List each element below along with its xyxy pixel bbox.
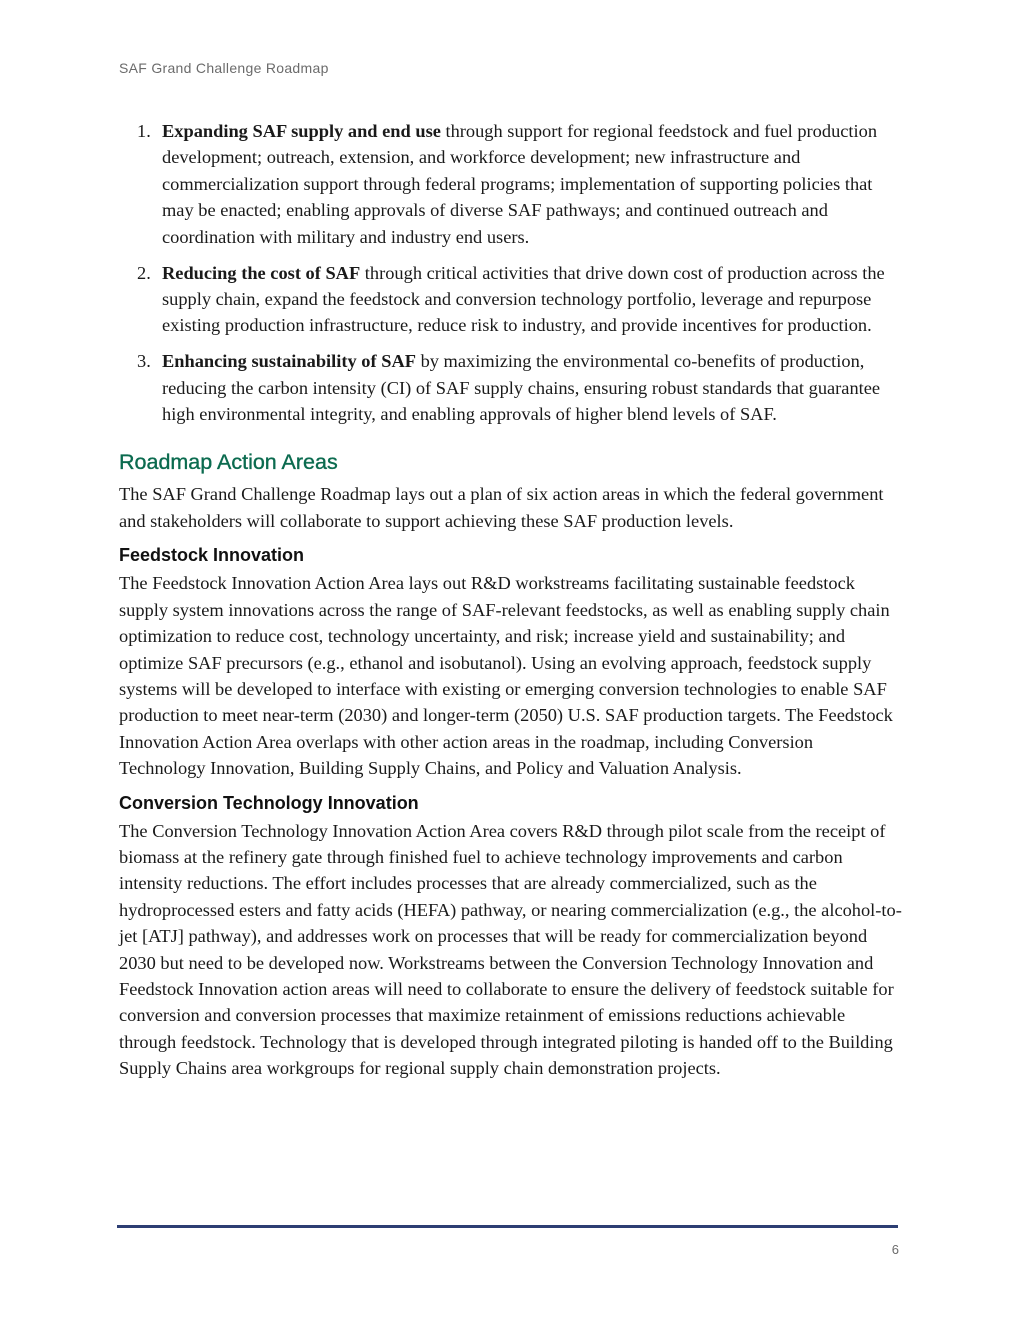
subheading-feedstock-innovation: Feedstock Innovation: [119, 545, 305, 566]
list-item-lead: Expanding SAF supply and end use: [162, 121, 441, 141]
subheading-conversion-technology-innovation: Conversion Technology Innovation: [119, 792, 419, 813]
list-item: [119, 118, 903, 250]
page-number: 6: [891, 1242, 899, 1257]
list-item-lead: Reducing the cost of SAF: [162, 262, 361, 283]
list-number: 3.: [137, 351, 151, 372]
list-item: [119, 260, 903, 339]
conversion-paragraph: The Conversion Technology Innovation Action Area covers R&D through pilot scale from the receipt of biomass at the refinery gate through finished fuel to achieve technology improvements and carbon intensity reductions. The effort includes processes that are already commercialized, such as the hydroprocessed esters and fatty acids (HEFA) pathway, or nearing commercialization (e.g., the alcohol-to-jet [ATJ] pathway), and addresses work on processes that will be ready for commercialization beyond 2030 but need to be developed now. Workstreams between the Conversion Technology Innovation and Feedstock Innovation action areas will need to collaborate to ensure the delivery of feedstock suitable for conversion and conversion processes that maximize retainment of emissions reductions achievable through feedstock. Technology that is developed through integrated piloting is handed off to the Building Supply Chains area workgroups for regional supply chain demonstration projects.: [119, 820, 902, 1079]
list-item-text: through critical activities that drive down cost of production across the supply chain, expand the feedstock and conversion technology portfolio, leverage and repurpose existing production infrastructure, reduce risk to industry, and provide incentives for production.: [162, 262, 885, 336]
running-header: SAF Grand Challenge Roadmap: [119, 60, 329, 76]
list-number: 1.: [137, 121, 151, 141]
goals-list: [119, 118, 903, 427]
list-item-text: through support for regional feedstock and fuel production development; outreach, extension, and workforce development; new infrastructure and commercialization support through federal programs; implementation of supporting policies that may be enacted; enabling approvals of diverse SAF pathways; and continued outreach and coordination with military and industry end users.: [162, 121, 878, 247]
page-content: [119, 118, 903, 1082]
section-heading-roadmap-action-areas: Roadmap Action Areas: [119, 450, 338, 475]
list-item: [119, 348, 903, 427]
list-item-lead: Enhancing sustainability of SAF: [162, 351, 416, 372]
list-number: 2.: [137, 262, 151, 283]
footer-divider: [117, 1225, 898, 1228]
list-item-text: by maximizing the environmental co-benefits of production, reducing the carbon intensity (CI) of SAF supply chains, ensuring robust standards that guarantee high environmental integrity, and enabling approvals of higher blend levels of SAF.: [162, 351, 881, 425]
roadmap-intro-paragraph: The SAF Grand Challenge Roadmap lays out a plan of six action areas in which the federal government and stakeholders will collaborate to support achieving these SAF production levels.: [119, 484, 884, 531]
feedstock-paragraph: The Feedstock Innovation Action Area lays out R&D workstreams facilitating sustainable feedstock supply system innovations across the range of SAF-relevant feedstocks, as well as enabling supply chain optimization to reduce cost, technology uncertainty, and risk; increase yield and sustainability; and optimize SAF precursors (e.g., ethanol and isobutanol). Using an evolving approach, feedstock supply systems will be developed to interface with existing or emerging conversion technologies to enable SAF production to meet near-term (2030) and longer-term (2050) U.S. SAF production targets. The Feedstock Innovation Action Area overlaps with other action areas in the roadmap, including Conversion Technology Innovation, Building Supply Chains, and Policy and Valuation Analysis.: [119, 573, 893, 779]
